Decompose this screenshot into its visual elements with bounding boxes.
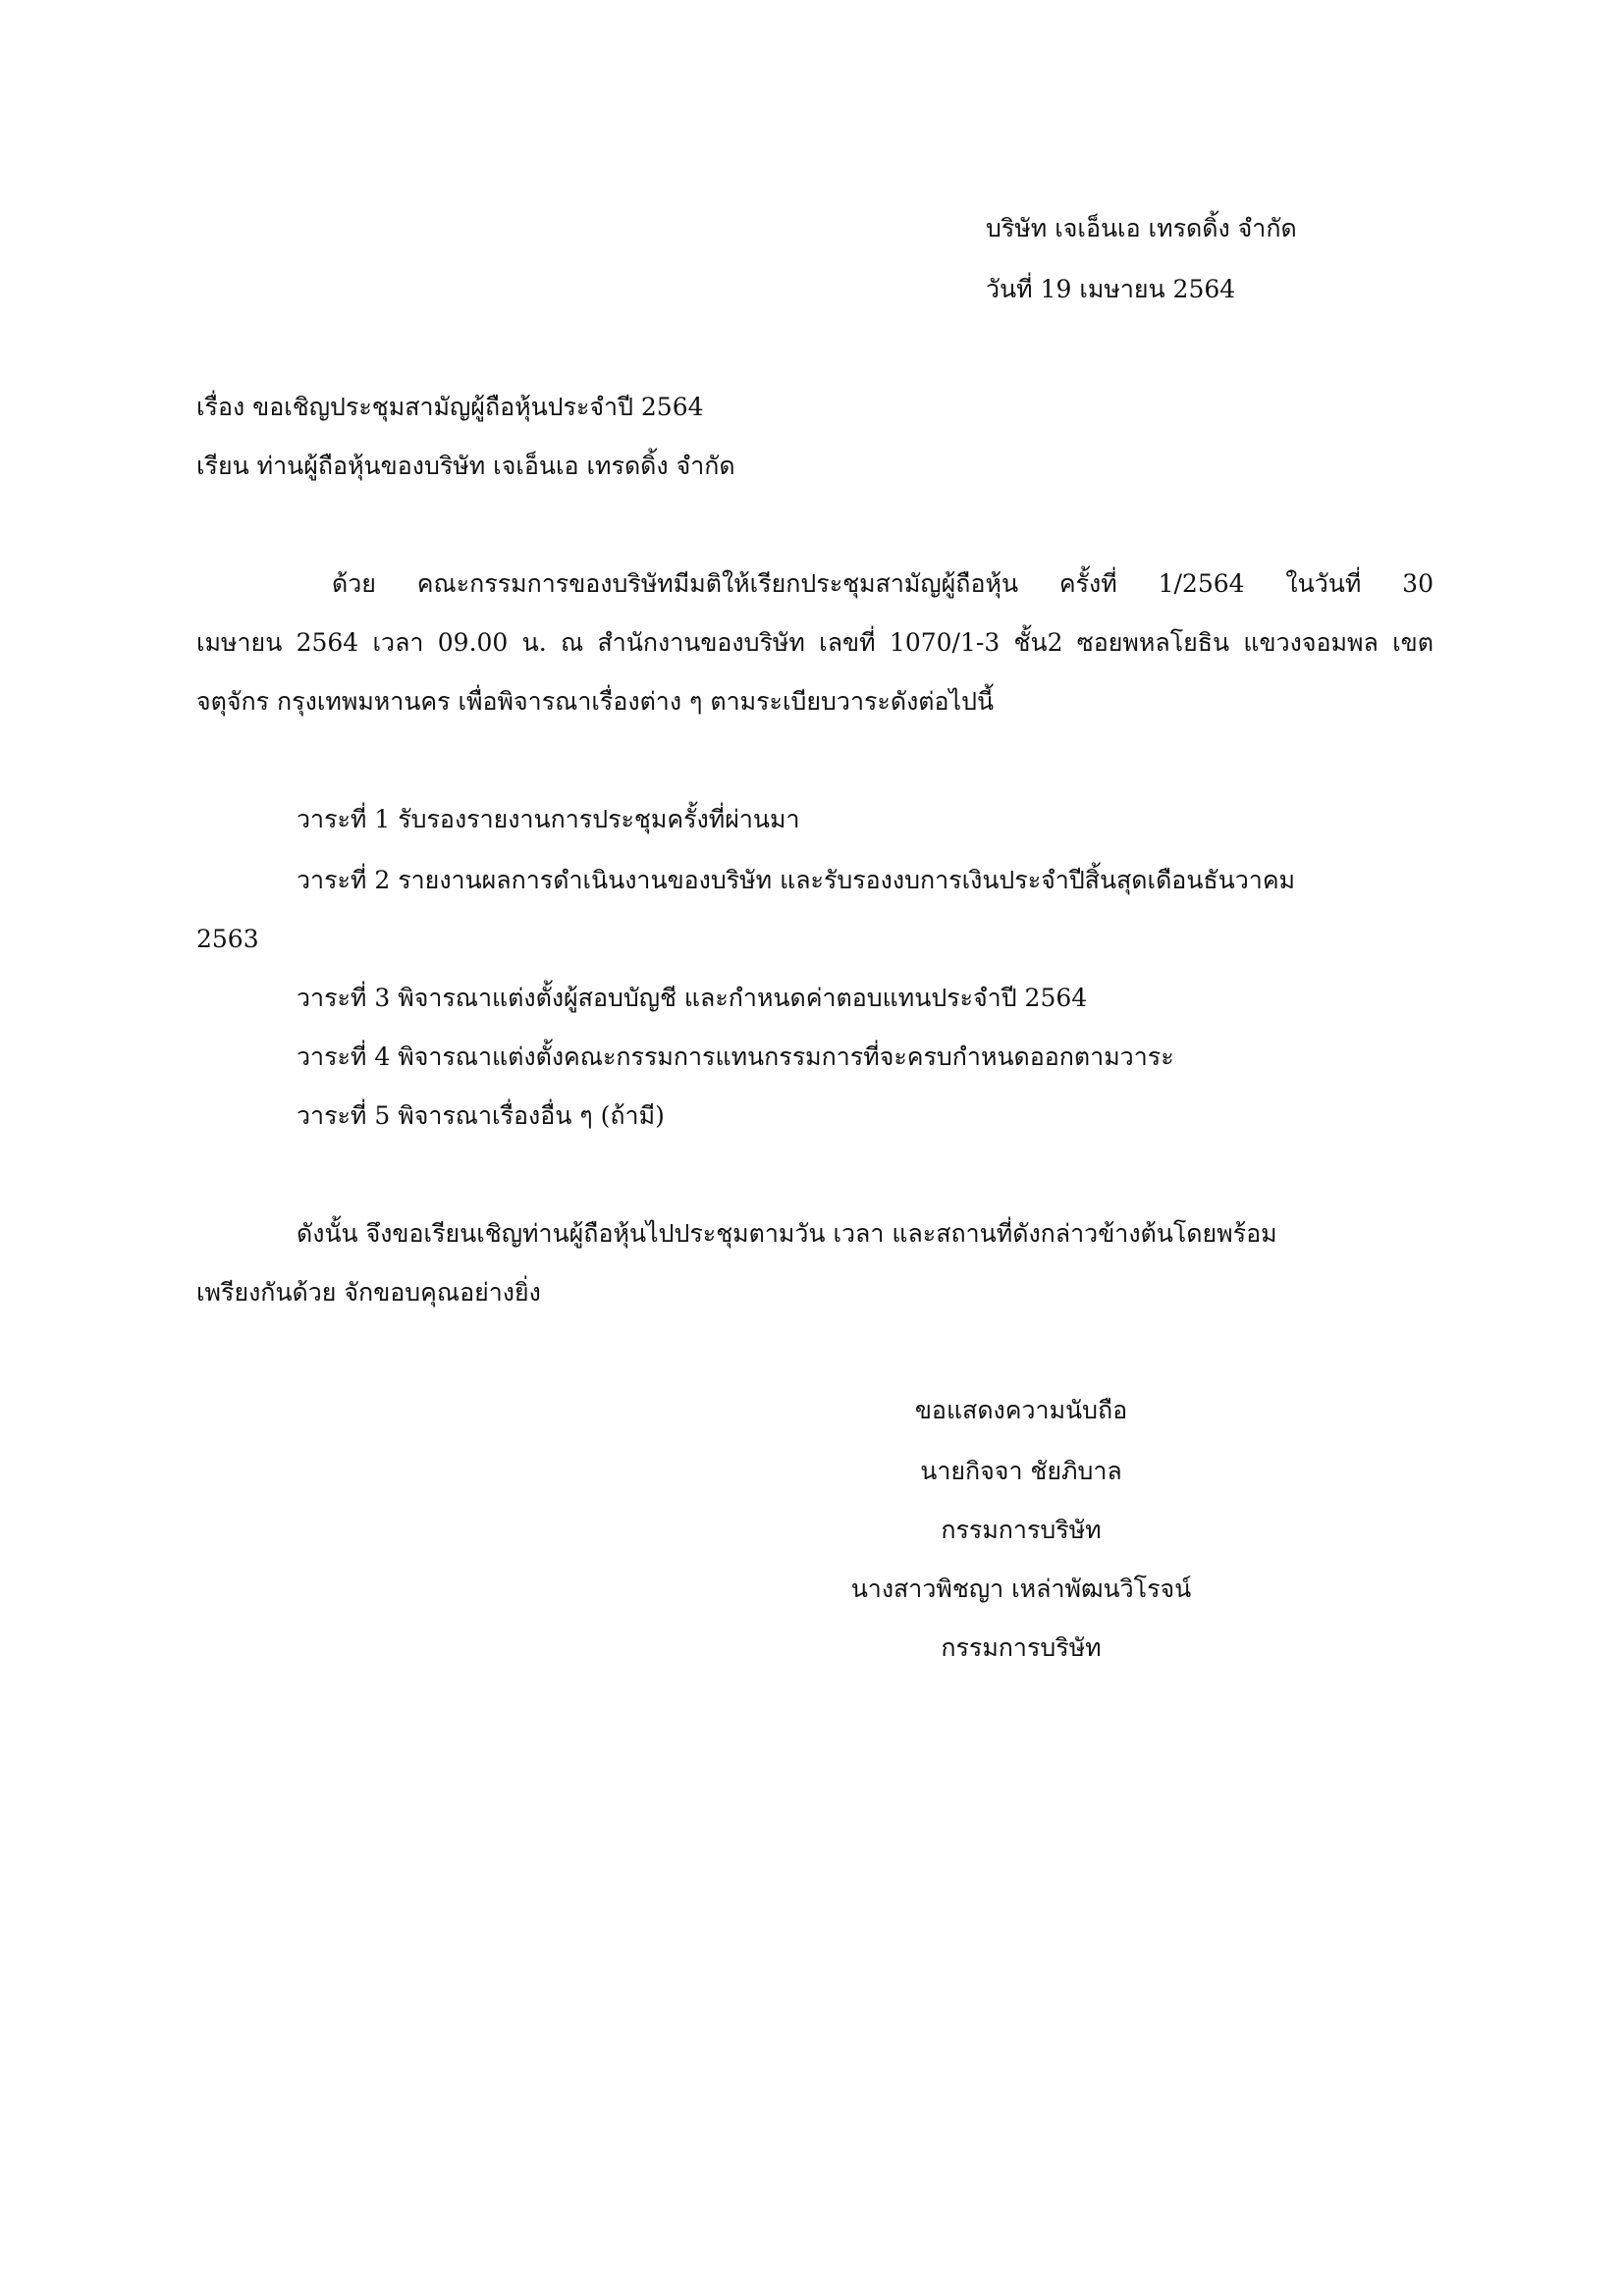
agenda-item-1: วาระที่ 1 รับรองรายงานการประชุมครั้งที่ผ่านมา (297, 805, 800, 833)
signer-2-name: นางสาวพิชญา เหล่าพัฒนวิโรจน์ (850, 1575, 1192, 1603)
agenda-item-2: วาระที่ 2 รายงานผลการดำเนินงานของบริษัท และรับรองงบการเงินประจำปีสิ้นสุดเดือนธันวาคม (297, 866, 1296, 894)
letter-date: วันที่ 19 เมษายน 2564 (986, 275, 1236, 303)
intro-line-2: เมษายน 2564 เวลา 09.00 น. ณ สำนักงานของบริษัท เลขที่ 1070/1-3 ชั้น2 ซอยพหลโยธิน แขวงจอมพล เขต (196, 628, 1434, 657)
agenda-item-4: วาระที่ 4 พิจารณาแต่งตั้งคณะกรรมการแทนกรรมการที่จะครบกำหนดออกตามวาระ (297, 1042, 1174, 1071)
signer-1-name: นายกิจจา ชัยภิบาล (920, 1457, 1122, 1485)
letter-recipient: เรียน ท่านผู้ถือหุ้นของบริษัท เจเอ็นเอ เทรดดิ้ง จำกัด (196, 452, 735, 480)
signature-regards: ขอแสดงความนับถือ (914, 1396, 1128, 1424)
company-name: บริษัท เจเอ็นเอ เทรดดิ้ง จำกัด (986, 214, 1297, 242)
agenda-item-3: วาระที่ 3 พิจารณาแต่งตั้งผู้สอบบัญชี และกำหนดค่าตอบแทนประจำปี 2564 (297, 984, 1088, 1012)
agenda-item-5: วาระที่ 5 พิจารณาเรื่องอื่น ๆ (ถ้ามี) (297, 1101, 665, 1130)
intro-line-3: จตุจักร กรุงเทพมหานคร เพื่อพิจารณาเรื่องต่าง ๆ ตามระเบียบวาระดังต่อไปนี้ (196, 687, 995, 716)
signer-2-title: กรรมการบริษัท (941, 1633, 1102, 1662)
closing-line-2: เพรียงกันด้วย จักขอบคุณอย่างยิ่ง (196, 1278, 541, 1307)
letter-subject: เรื่อง ขอเชิญประชุมสามัญผู้ถือหุ้นประจำปี 2564 (196, 393, 704, 421)
intro-line-1: ด้วย คณะกรรมการของบริษัทมีมติให้เรียกประชุมสามัญผู้ถือหุ้น ครั้งที่ 1/2564 ในวันที่ 30 (332, 569, 1434, 598)
signer-1-title: กรรมการบริษัท (941, 1516, 1102, 1544)
agenda-item-2-continued: 2563 (196, 925, 259, 953)
closing-line-1: ดังนั้น จึงขอเรียนเชิญท่านผู้ถือหุ้นไปประชุมตามวัน เวลา และสถานที่ดังกล่าวข้างต้นโดยพร้อม (297, 1219, 1277, 1248)
